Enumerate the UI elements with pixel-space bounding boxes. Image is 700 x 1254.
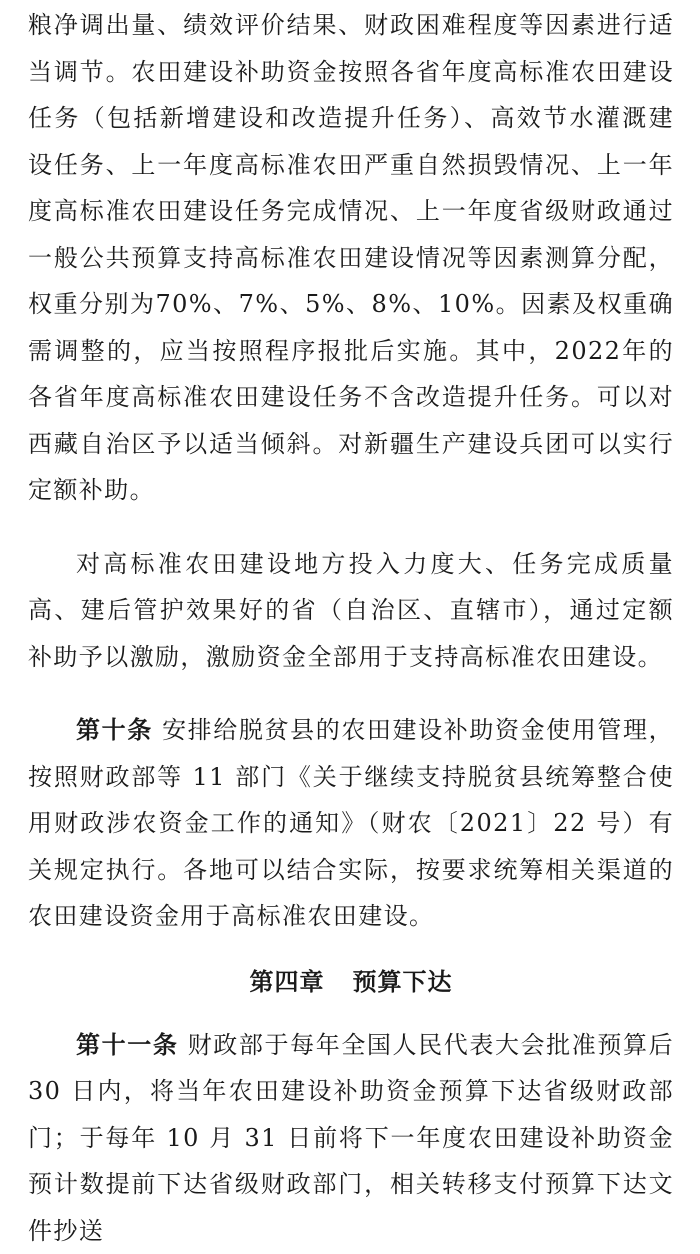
chapter-number: 第四章 [250, 968, 325, 996]
chapter-heading [28, 962, 674, 1002]
article-10 [28, 707, 674, 940]
article-11-spacer [178, 1031, 187, 1059]
paragraph-incentive: 对高标准农田建设地方投入力度大、任务完成质量高、建后管护效果好的省（自治区、直辖市），通过定额补助予以激励，激励资金全部用于支持高标准农田建设。 [28, 541, 674, 681]
chapter-title: 预算下达 [353, 968, 453, 996]
article-10-spacer [153, 716, 162, 744]
article-11-heading: 第十一条 [76, 1030, 178, 1059]
article-11-body: 财政部于每年全国人民代表大会批准预算后 30 日内，将当年农田建设补助资金预算下达省级财政部门；于每年 10 月 31 日前将下一年度农田建设补助资金预计数提前下达省级财政部门，相关转移支付预算下达文件抄送 [28, 1031, 674, 1245]
article-10-heading: 第十条 [76, 715, 153, 744]
article-10-body: 安排给脱贫县的农田建设补助资金使用管理，按照财政部等 11 部门《关于继续支持脱贫县统筹整合使用财政涉农资金工作的通知》（财农〔2021〕22 号）有关规定执行。各地可以结合实际，按要求统筹相关渠道的农田建设资金用于高标准农田建设。 [28, 716, 674, 930]
article-11 [28, 1022, 674, 1254]
paragraph-funding-allocation: 粮净调出量、绩效评价结果、财政困难程度等因素进行适当调节。农田建设补助资金按照各省年度高标准农田建设任务（包括新增建设和改造提升任务）、高效节水灌溉建设任务、上一年度高标准农田严重自然损毁情况、上一年度高标准农田建设任务完成情况、上一年度省级财政通过一般公共预算支持高标准农田建设情况等因素测算分配，权重分别为70%、7%、5%、8%、10%。因素及权重确需调整的，应当按照程序报批后实施。其中，2022年的各省年度高标准农田建设任务不含改造提升任务。可以对西藏自治区予以适当倾斜。对新疆生产建设兵团可以实行定额补助。 [28, 2, 674, 514]
